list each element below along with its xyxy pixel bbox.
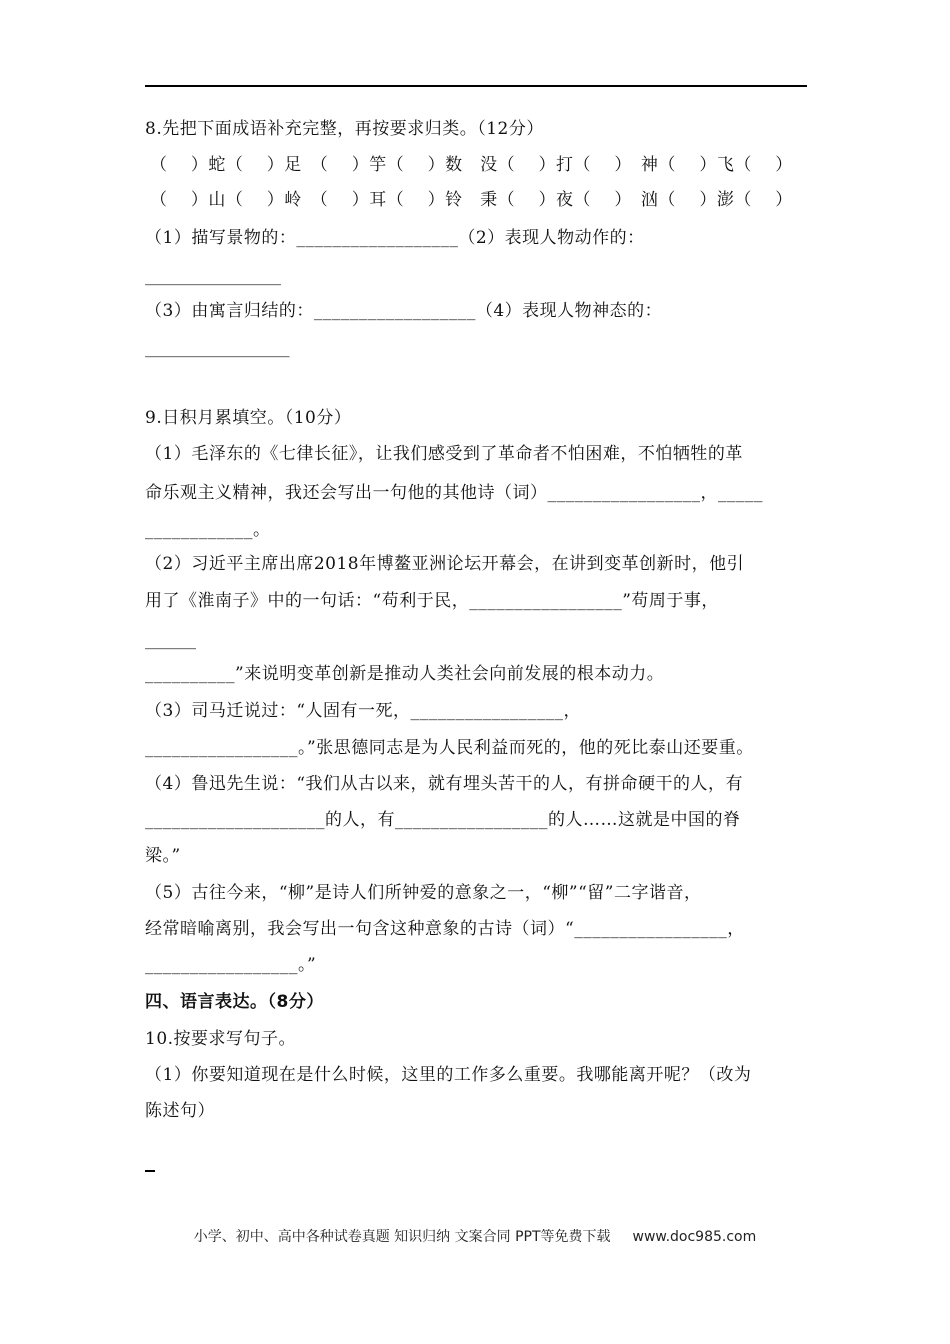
q10-p1-line1: （1）你要知道现在是什么时候，这里的工作多么重要。我哪能离开呢？（改为 [145, 1065, 752, 1085]
footer-text: 小学、初中、高中各种试卷真题 知识归纳 文案合同 PPT等免费下载 [193, 1229, 611, 1245]
q9-p5-line1: （5）古往今来，“柳”是诗人们所钟爱的意象之一，“柳”“留”二字谐音， [145, 883, 702, 903]
q8-idiom-row-2: （ ）山（ ）岭 （ ）耳（ ）铃 秉（ ）夜（ ） 汹（ ）澎（ ） [150, 190, 793, 210]
q9-p2-line4: __________”来说明变革创新是推动人类社会向前发展的根本动力。 [145, 664, 665, 684]
q9-p4-line1: （4）鲁迅先生说：“我们从古以来，就有埋头苦干的人，有拼命硬干的人，有 [145, 774, 744, 794]
q9-title: 9.日积月累填空。（10分） [145, 408, 352, 428]
q9-p1-line3: ____________。 [145, 520, 271, 540]
footer-url[interactable]: www.doc985.com [632, 1229, 757, 1245]
q9-p2-line2: 用了《淮南子》中的一句话：“苟利于民，_________________”苟周于事， [145, 591, 719, 611]
header-rule [145, 85, 807, 87]
page-footer [0, 1226, 950, 1246]
q9-p5-line2: 经常暗喻离别，我会写出一句含这种意象的古诗（词）“_________________， [145, 919, 745, 939]
answer-line-start [145, 1170, 155, 1172]
q9-p4-line2: ____________________的人，有_________________的人……这就是中国的脊 [145, 810, 741, 830]
q8-items-3-4: （3）由寓言归结的：__________________（4）表现人物神态的： [145, 301, 663, 321]
q9-p1-line1: （1）毛泽东的《七律长征》，让我们感受到了革命者不怕困难，不怕牺牲的革 [145, 444, 743, 464]
q10-p1-line2: 陈述句） [145, 1101, 215, 1121]
q9-p3-line2: _________________。”张思德同志是为人民利益而死的，他的死比泰山还要重。 [145, 738, 754, 758]
q9-p2-line1: （2）习近平主席出席2018年博鳌亚洲论坛开幕会，在讲到变革创新时，他引 [145, 554, 745, 574]
q9-p3-line1: （3）司马迁说过：“人固有一死，_________________， [145, 701, 582, 721]
q8-blank-2: ________________ [145, 266, 281, 286]
q9-p2-line3: ______ [145, 630, 196, 650]
q8-items-1-2: （1）描写景物的：__________________（2）表现人物动作的： [145, 228, 645, 248]
q9-p4-line3: 梁。” [145, 846, 181, 866]
q8-blank-4: _________________ [145, 338, 290, 358]
q10-title: 10.按要求写句子。 [145, 1029, 297, 1049]
q9-p5-line3: _________________。” [145, 955, 317, 975]
q8-title: 8.先把下面成语补充完整，再按要求归类。（12分） [145, 119, 544, 139]
q9-p1-line2: 命乐观主义精神，我还会写出一句他的其他诗（词）_________________，_____ [145, 483, 763, 503]
q8-idiom-row-1: （ ）蛇（ ）足 （ ）竽（ ）数 没（ ）打（ ） 神（ ）飞（ ） [150, 155, 793, 175]
section-4-heading: 四、语言表达。（8分） [145, 992, 324, 1012]
